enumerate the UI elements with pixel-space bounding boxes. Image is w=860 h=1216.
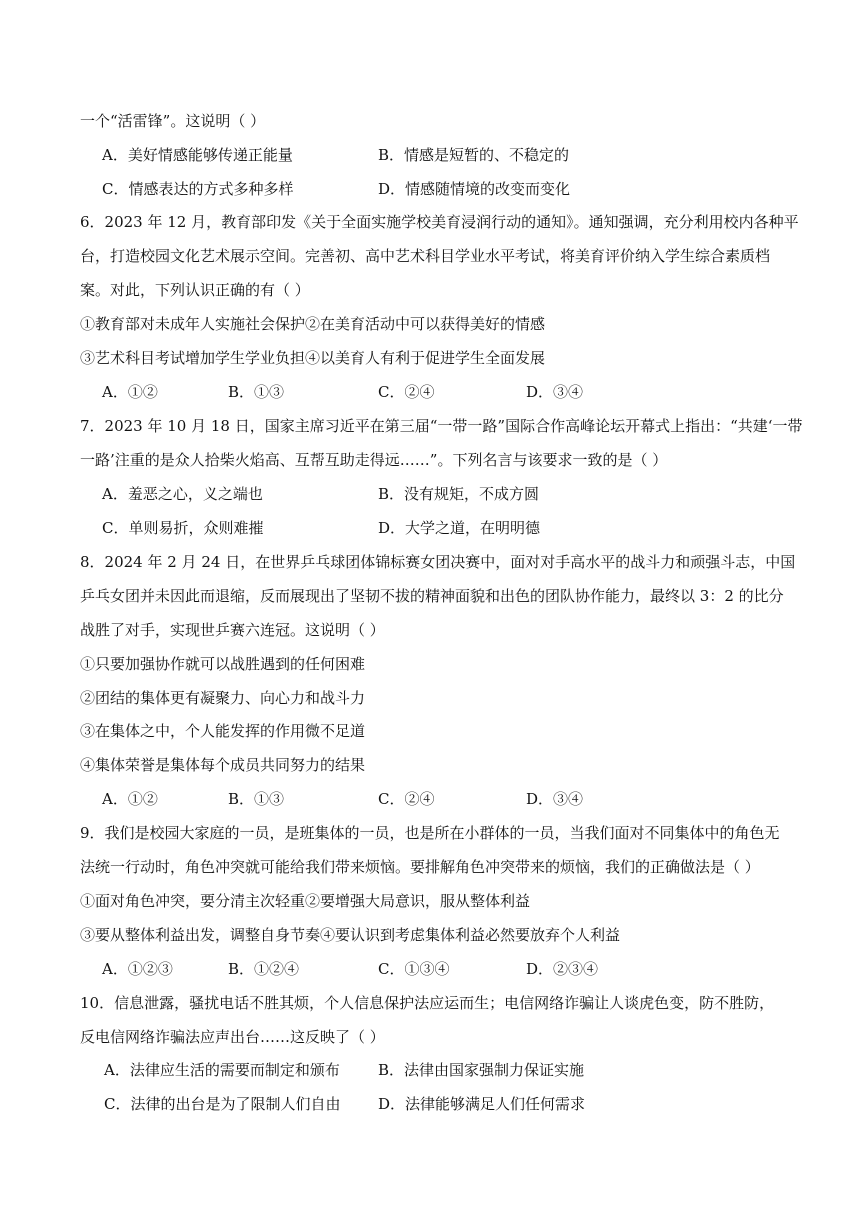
q6-statement-1-2: ①教育部对未成年人实施社会保护②在美育活动中可以获得美好的情感	[80, 315, 546, 333]
q8-statement-3: ③在集体之中，个人能发挥的作用微不足道	[80, 722, 366, 740]
q10-option-c[interactable]: C．法律的出台是为了限制人们自由	[104, 1095, 341, 1113]
q10-stem-line-2: 反电信网络诈骗法应声出台……这反映了（ ）	[80, 1028, 385, 1046]
q8-statement-4: ④集体荣誉是集体每个成员共同努力的结果	[80, 756, 366, 774]
q9-stem-line-2: 法统一行动时，角色冲突就可能给我们带来烦恼。要排解角色冲突带来的烦恼，我们的正确做法是（ ）	[80, 858, 760, 876]
q9-option-b[interactable]: B．①②④	[228, 960, 300, 978]
q6-option-d[interactable]: D．③④	[526, 383, 584, 401]
q9-option-a[interactable]: A．①②③	[102, 960, 173, 978]
q5-stem-end: 一个“活雷锋”。这说明（ ）	[80, 112, 266, 130]
q9-option-d[interactable]: D．②③④	[526, 960, 599, 978]
q10-option-a[interactable]: A．法律应生活的需要而制定和颁布	[104, 1061, 340, 1079]
q5-option-c[interactable]: C．情感表达的方式多种多样	[102, 180, 294, 198]
q7-stem-line-1: 7．2023 年 10 月 18 日，国家主席习近平在第三届“一带一路”国际合作高峰论坛开幕式上指出：“共建‘一带	[80, 417, 803, 435]
q8-option-a[interactable]: A．①②	[102, 790, 158, 808]
q8-stem-line-2: 乒乓女团并未因此而退缩，反而展现出了坚韧不拔的精神面貌和出色的团队协作能力，最终以 3：2 的比分	[80, 587, 784, 605]
q7-option-b[interactable]: B．没有规矩，不成方圆	[378, 485, 540, 503]
q5-option-b[interactable]: B．情感是短暂的、不稳定的	[378, 146, 570, 164]
q6-stem-line-2: 台，打造校园文化艺术展示空间。完善初、高中艺术科目学业水平考试，将美育评价纳入学生综合素质档	[80, 247, 771, 265]
q6-option-c[interactable]: C．②④	[378, 383, 435, 401]
q6-stem-line-3: 案。对此，下列认识正确的有（ ）	[80, 281, 310, 299]
q7-option-d[interactable]: D．大学之道，在明明德	[378, 519, 541, 537]
q9-stem-line-1: 9．我们是校园大家庭的一员，是班集体的一员，也是所在小群体的一员，当我们面对不同集体中的角色无	[80, 824, 780, 842]
q8-option-d[interactable]: D．③④	[526, 790, 584, 808]
q10-stem-line-1: 10．信息泄露，骚扰电话不胜其烦，个人信息保护法应运而生；电信网络诈骗让人谈虎色变，防不胜防，	[80, 994, 775, 1012]
q8-statement-1: ①只要加强协作就可以战胜遇到的任何困难	[80, 655, 366, 673]
q7-option-c[interactable]: C．单则易折，众则难摧	[102, 519, 264, 537]
q8-option-b[interactable]: B．①③	[228, 790, 285, 808]
q6-option-a[interactable]: A．①②	[102, 383, 158, 401]
q8-stem-line-1: 8．2024 年 2 月 24 日，在世界乒乓球团体锦标赛女团决赛中，面对对手高水平的战斗力和顽强斗志，中国	[80, 553, 796, 571]
q9-statement-1-2: ①面对角色冲突，要分清主次轻重②要增强大局意识，服从整体利益	[80, 892, 531, 910]
q9-statement-3-4: ③要从整体利益出发，调整自身节奏④要认识到考虑集体利益必然要放弃个人利益	[80, 926, 621, 944]
q8-statement-2: ②团结的集体更有凝聚力、向心力和战斗力	[80, 689, 366, 707]
q8-stem-line-3: 战胜了对手，实现世乒赛六连冠。这说明（ ）	[80, 621, 385, 639]
q10-option-b[interactable]: B．法律由国家强制力保证实施	[378, 1061, 585, 1079]
q6-statement-3-4: ③艺术科目考试增加学生学业负担④以美育人有利于促进学生全面发展	[80, 349, 546, 367]
q5-option-a[interactable]: A．美好情感能够传递正能量	[102, 146, 293, 164]
q9-option-c[interactable]: C．①③④	[378, 960, 450, 978]
q6-stem-line-1: 6．2023 年 12 月，教育部印发《关于全面实施学校美育浸润行动的通知》。通知强调，充分利用校内各种平	[80, 213, 799, 231]
q6-option-b[interactable]: B．①③	[228, 383, 285, 401]
q7-stem-line-2: 一路’注重的是众人拾柴火焰高、互帮互助走得远……”。下列名言与该要求一致的是（ ）	[80, 451, 668, 469]
q7-option-a[interactable]: A．羞恶之心，义之端也	[102, 485, 263, 503]
q10-option-d[interactable]: D．法律能够满足人们任何需求	[378, 1095, 586, 1113]
q8-option-c[interactable]: C．②④	[378, 790, 435, 808]
q5-option-d[interactable]: D．情感随情境的改变而变化	[378, 180, 571, 198]
